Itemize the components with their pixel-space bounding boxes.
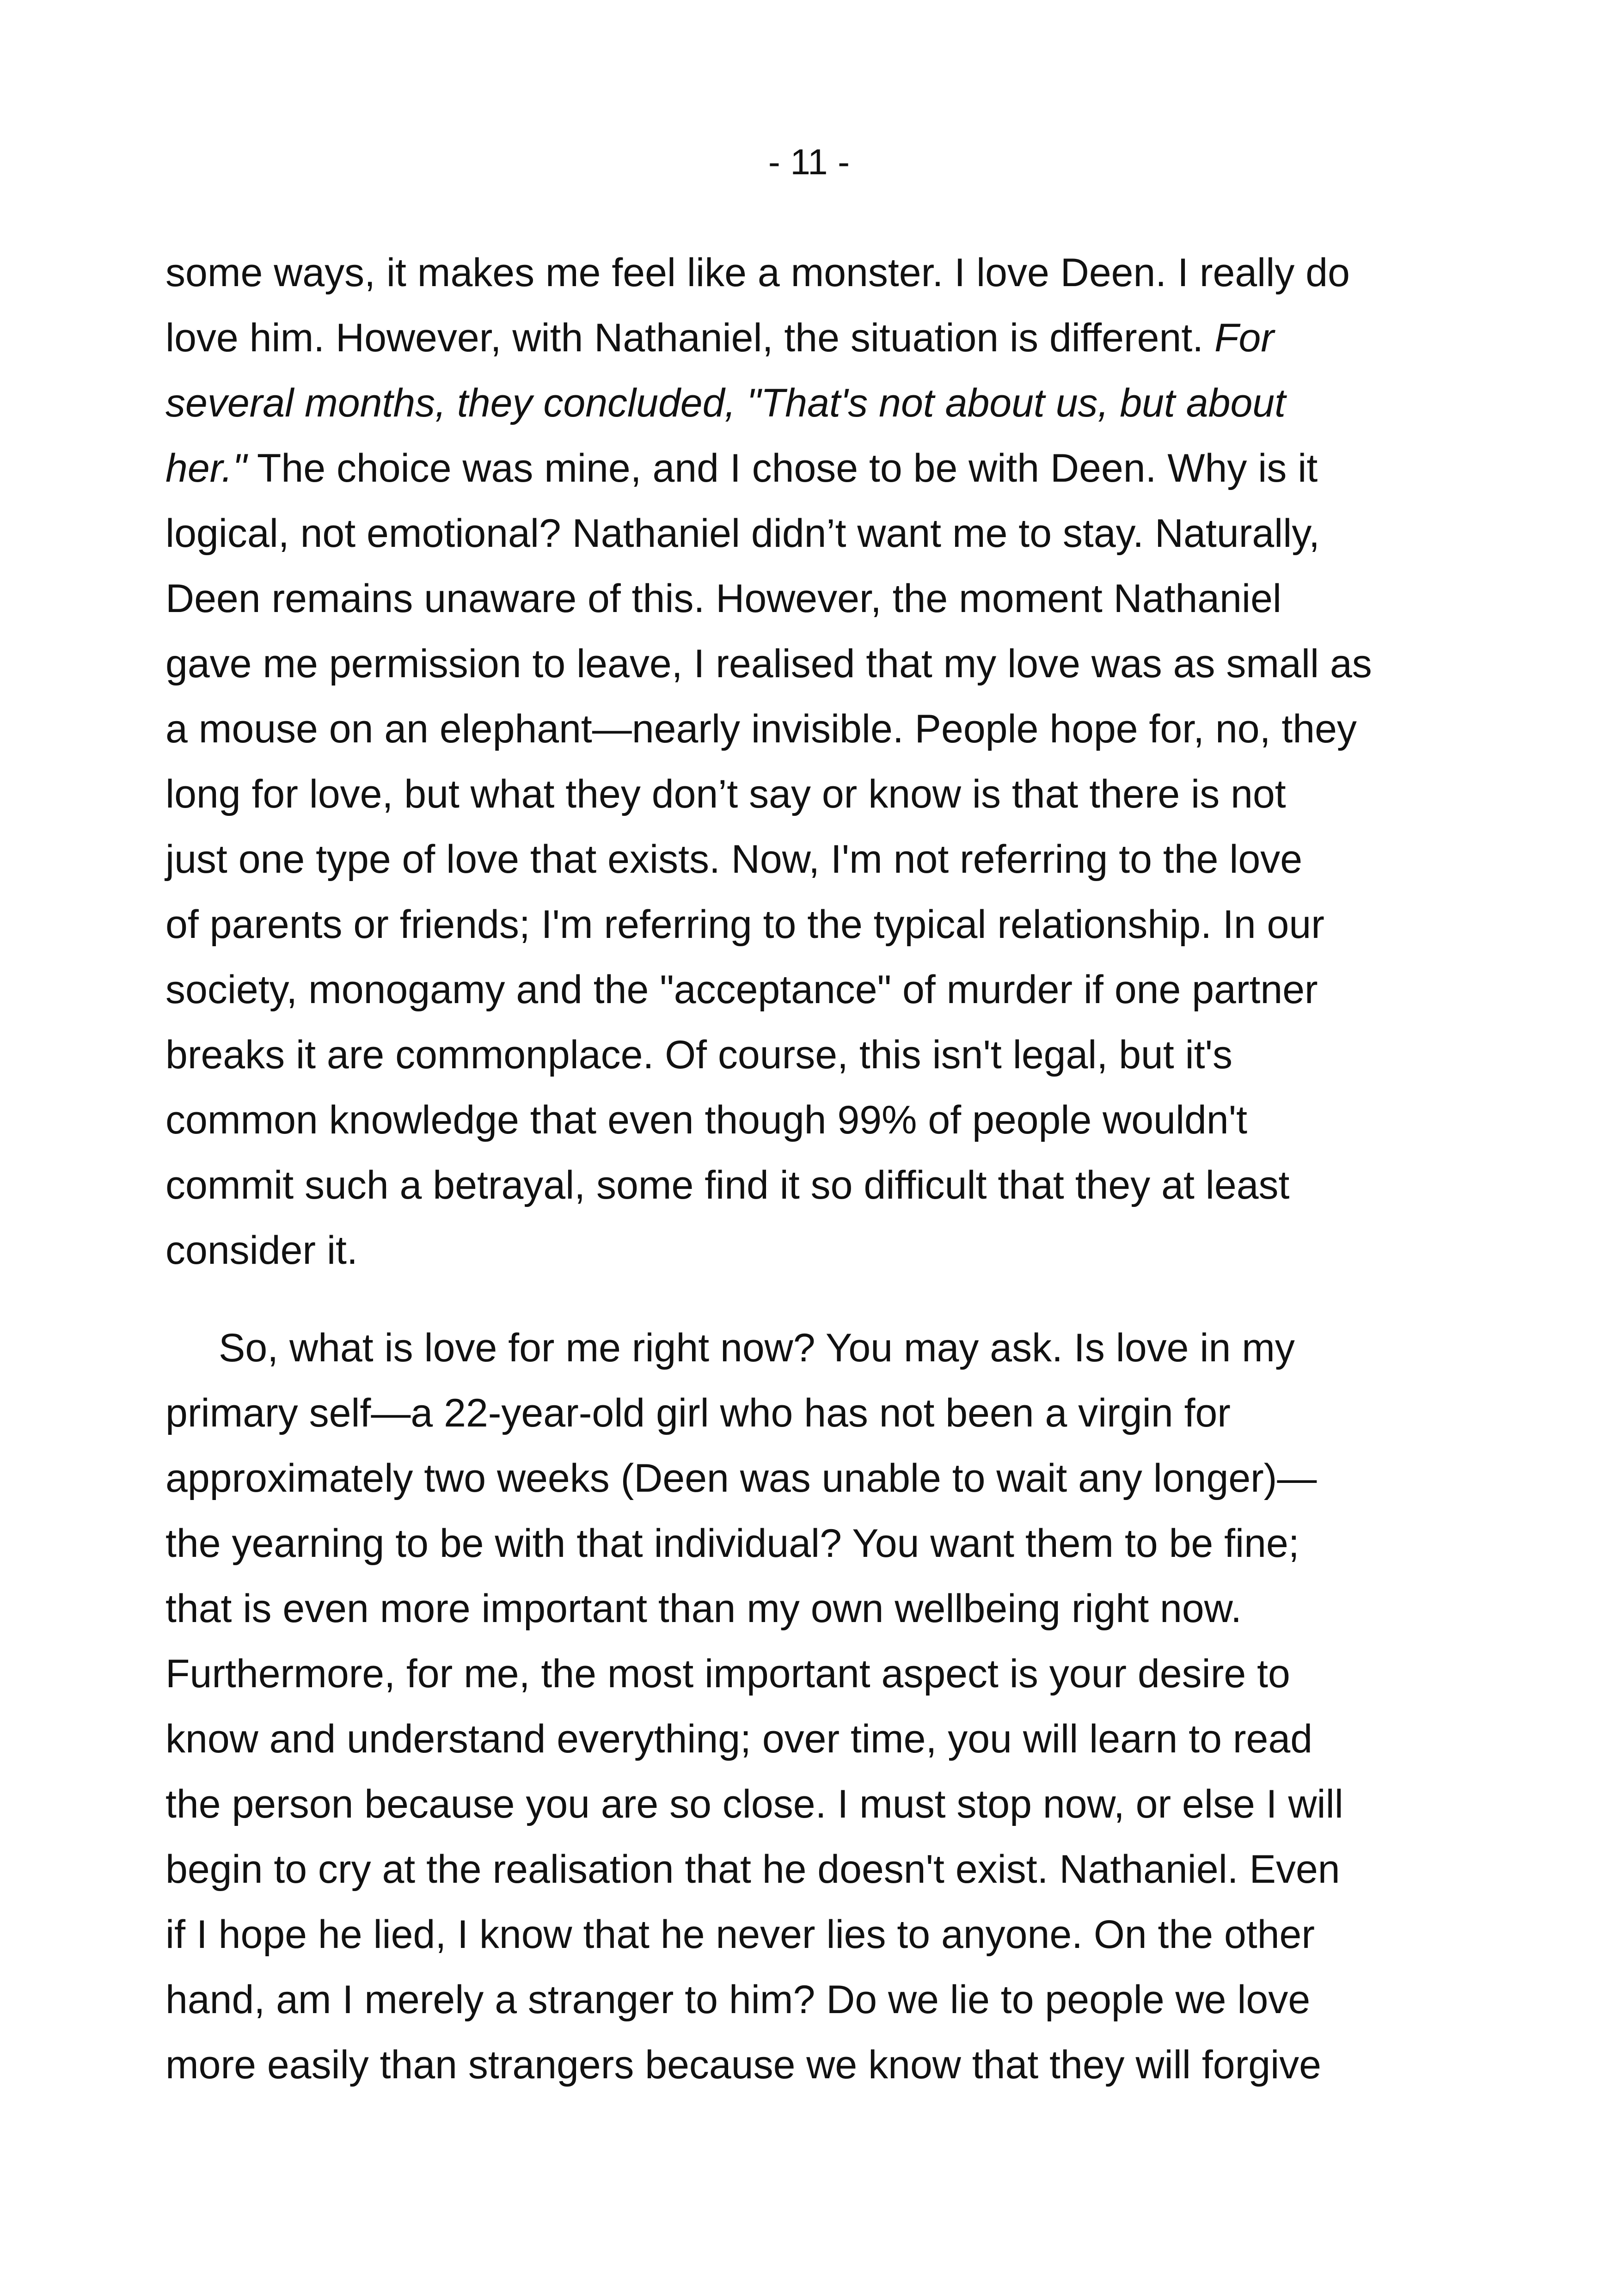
text-segment: if I hope he lied, I know that he never lies to anyone. On the other: [165, 1912, 1315, 1957]
text-segment: of parents or friends; I'm referring to the typical relationship. In our: [165, 902, 1324, 947]
text-line: [165, 1446, 1506, 1511]
text-segment: gave me permission to leave, I realised that my love was as small as: [165, 642, 1372, 686]
text-line: [165, 371, 1506, 436]
text-line: [165, 1967, 1506, 2033]
text-segment: that is even more important than my own wellbeing right now.: [165, 1586, 1242, 1631]
text-line: [165, 1088, 1506, 1153]
text-segment: common knowledge that even though 99% of people wouldn't: [165, 1098, 1248, 1142]
text-segment: a mouse on an elephant—nearly invisible. People hope for, no, they: [165, 707, 1357, 751]
page-number: - 11 -: [768, 141, 850, 182]
italic-text: several months, they concluded, "That's not about us, but about: [165, 381, 1286, 425]
text-line: [165, 240, 1506, 306]
text-segment: begin to cry at the realisation that he doesn't exist. Nathaniel. Even: [165, 1847, 1340, 1892]
text-segment: Deen remains unaware of this. However, the moment Nathaniel: [165, 576, 1282, 621]
text-line: [165, 306, 1506, 371]
text-segment: The choice was mine, and I chose to be with Deen. Why is it: [246, 446, 1318, 490]
text-segment: hand, am I merely a stranger to him? Do we lie to people we love: [165, 1978, 1311, 2022]
text-line: [165, 1316, 1506, 1381]
text-line: [165, 566, 1506, 631]
paragraph-gap: [165, 1283, 1506, 1316]
text-line: [165, 1837, 1506, 1902]
text-segment: the person because you are so close. I must stop now, or else I will: [165, 1782, 1343, 1826]
text-line: [165, 631, 1506, 697]
text-line: [165, 1153, 1506, 1218]
text-segment: primary self—a 22-year-old girl who has not been a virgin for: [165, 1391, 1231, 1435]
text-segment: love him. However, with Nathaniel, the situation is different.: [165, 316, 1215, 360]
text-line: [165, 957, 1506, 1022]
text-segment: Furthermore, for me, the most important aspect is your desire to: [165, 1652, 1290, 1696]
body-text: [165, 240, 1506, 2098]
text-line: [165, 436, 1506, 501]
text-segment: some ways, it makes me feel like a monster. I love Deen. I really do: [165, 251, 1350, 295]
text-segment: the yearning to be with that individual? You want them to be fine;: [165, 1521, 1299, 1566]
text-line: [165, 827, 1506, 892]
text-line: [165, 762, 1506, 827]
text-line: [165, 1022, 1506, 1088]
text-line: [165, 1381, 1506, 1446]
text-line: [165, 1511, 1506, 1576]
text-segment: just one type of love that exists. Now, I'm not referring to the love: [165, 837, 1303, 882]
text-line: [165, 1902, 1506, 1967]
text-segment: long for love, but what they don’t say or know is that there is not: [165, 772, 1286, 816]
text-line: [165, 1576, 1506, 1641]
text-line: [165, 501, 1506, 566]
text-line: [165, 697, 1506, 762]
text-line: [165, 1772, 1506, 1837]
paragraph: [165, 1316, 1506, 2098]
text-line: [165, 892, 1506, 957]
text-line: [165, 2033, 1506, 2098]
text-segment: So, what is love for me right now? You may ask. Is love in my: [219, 1326, 1295, 1370]
text-segment: breaks it are commonplace. Of course, this isn't legal, but it's: [165, 1033, 1233, 1077]
text-segment: consider it.: [165, 1228, 358, 1273]
text-line: [165, 1707, 1506, 1772]
text-line: [165, 1641, 1506, 1707]
text-segment: more easily than strangers because we know that they will forgive: [165, 2043, 1322, 2087]
italic-text: her.": [165, 446, 247, 490]
italic-text: For: [1214, 316, 1275, 360]
text-segment: society, monogamy and the "acceptance" of murder if one partner: [165, 967, 1318, 1012]
text-segment: know and understand everything; over time, you will learn to read: [165, 1717, 1313, 1761]
paragraph: [165, 240, 1506, 1283]
text-segment: logical, not emotional? Nathaniel didn’t want me to stay. Naturally,: [165, 511, 1320, 556]
text-line: [165, 1218, 1506, 1283]
text-segment: approximately two weeks (Deen was unable to wait any longer)—: [165, 1456, 1317, 1500]
text-segment: commit such a betrayal, some find it so difficult that they at least: [165, 1163, 1290, 1207]
